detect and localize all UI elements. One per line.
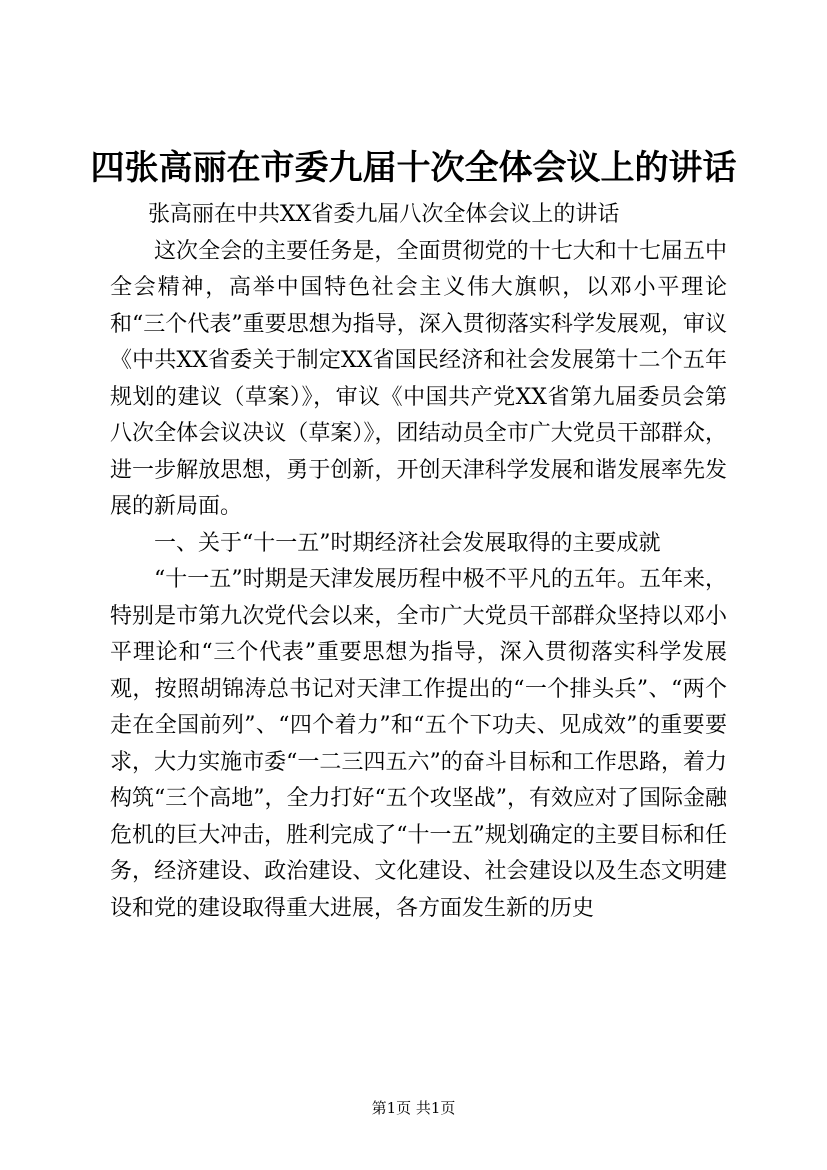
body-paragraph: “十一五”时期是天津发展历程中极不平凡的五年。五年来，特别是市第九次党代会以来，全市广大党员干部群众坚持以邓小平理论和“三个代表”重要思想为指导，深入贯彻落实科学发展观，按照胡锦涛总书记对天津工作提出的“一个排头兵”、“两个走在全国前列”、“四个着力”和“五个下功夫、见成效”的重要要求，大力实施市委“一二三四五六”的奋斗目标和工作思路，着力构筑“三个高地”，全力打好“五个攻坚战”，有效应对了国际金融危机的巨大冲击，胜利完成了“十一五”规划确定的主要目标和任务，经济建设、政治建设、文化建设、社会建设以及生态文明建设和党的建设取得重大进展，各方面发生新的历史	[110, 567, 727, 921]
document-body	[110, 197, 727, 927]
body-paragraph: 这次全会的主要任务是，全面贯彻党的十七大和十七届五中全会精神，高举中国特色社会主义伟大旗帜，以邓小平理论和“三个代表”重要思想为指导，深入贯彻落实科学发展观，审议《中共XX省委关于制定XX省国民经济和社会发展第十二个五年规划的建议（草案）》，审议《中国共产党XX省第九届委员会第八次全体会议决议（草案）》，团结动员全市广大党员干部群众，进一步解放思想，勇于创新，开创天津科学发展和谐发展率先发展的新局面。	[110, 238, 727, 519]
document-title: 四张高丽在市委九届十次全体会议上的讲话	[90, 148, 737, 188]
section-heading: 一、关于“十一五”时期经济社会发展取得的主要成就	[154, 530, 661, 556]
subtitle-paragraph: 张高丽在中共XX省委九届八次全体会议上的讲话	[148, 202, 620, 227]
page-number-footer: 第1页 共1页	[371, 1099, 456, 1117]
